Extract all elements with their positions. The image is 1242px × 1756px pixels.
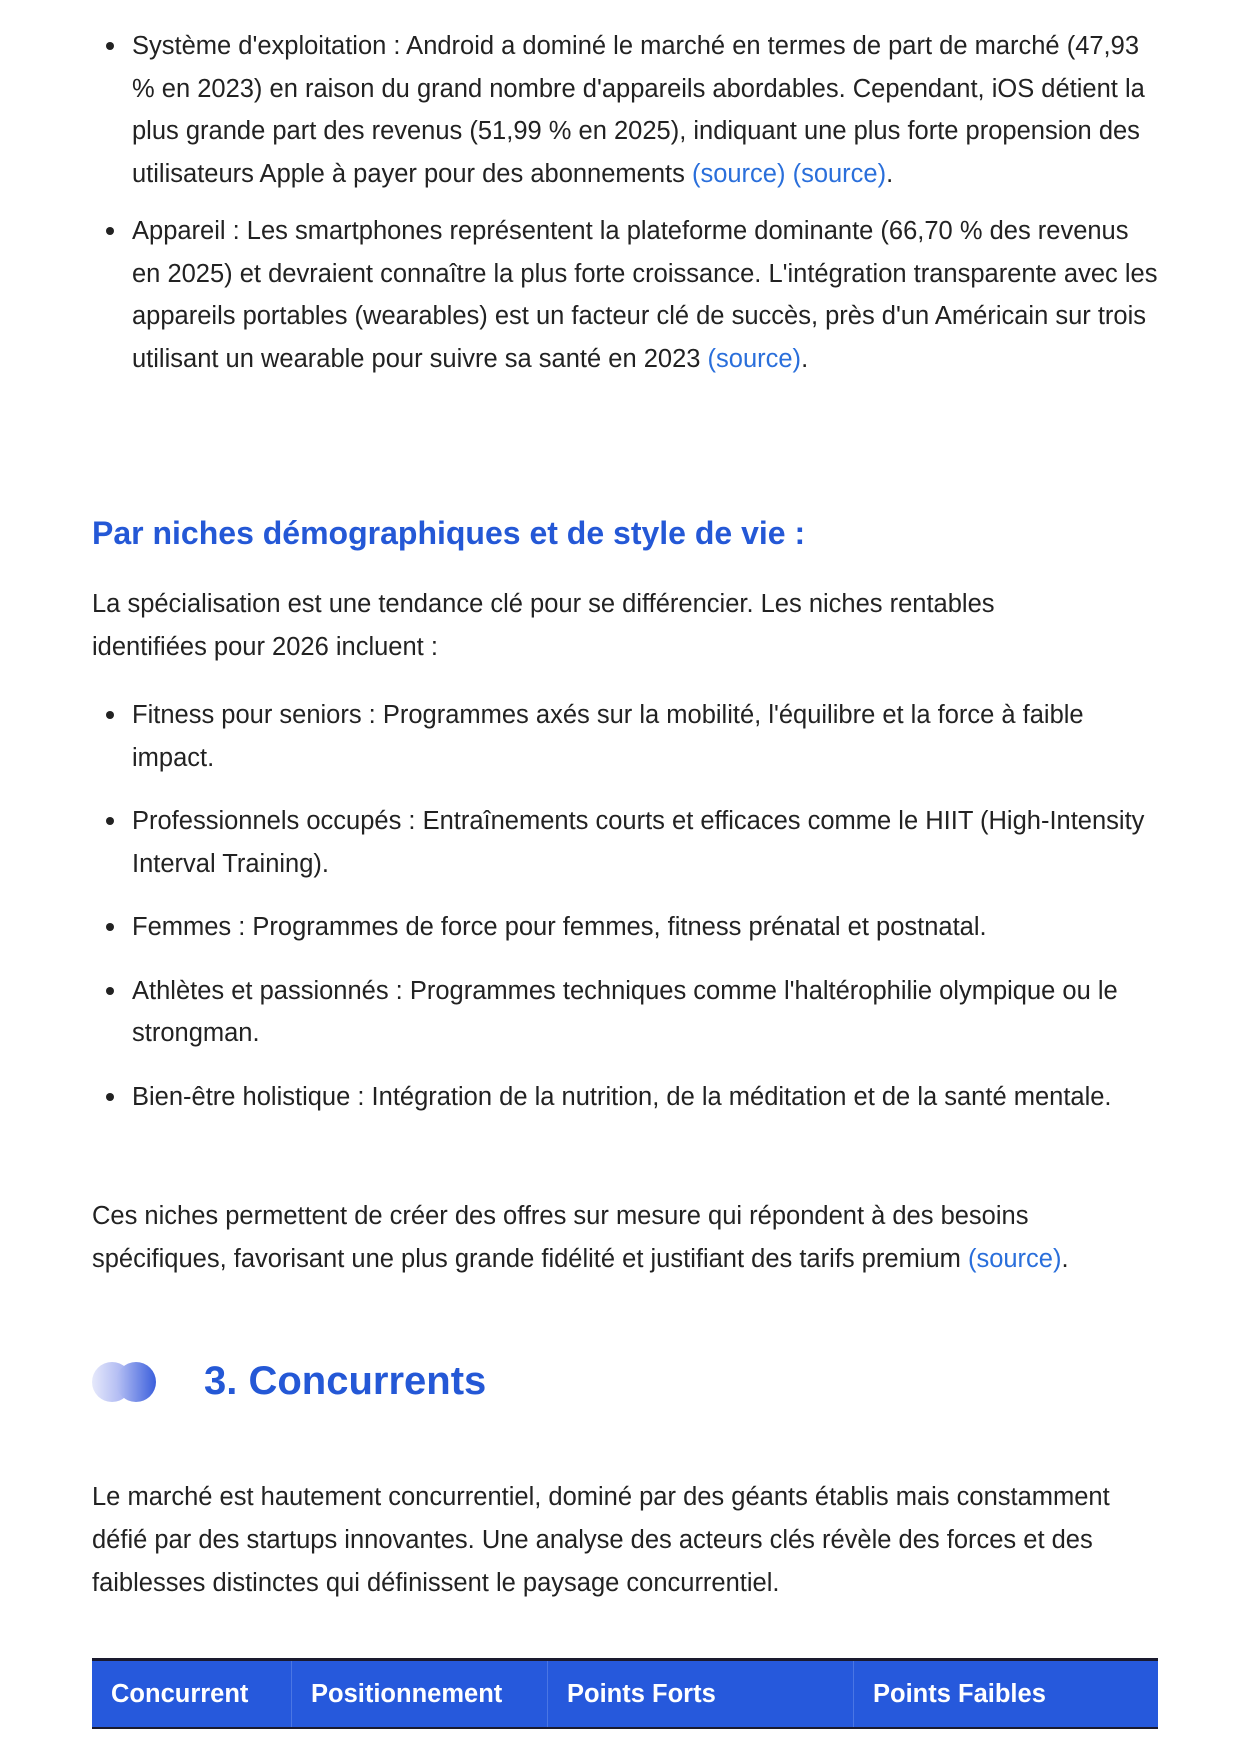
column-header-points-faibles: Points Faibles xyxy=(854,1660,1159,1729)
list-item-text: Système d'exploitation : Android a dominé le marché en termes de part de marché (47,93 % en 2023) en raison du grand nombre d'appareils abordables. Cependant, iOS détient la plus grande part des revenus (51,99 % en 2025), indiquant une plus forte propension des utilisateurs Apple à payer pour des abonnements xyxy=(132,32,1145,188)
column-header-points-forts: Points Forts xyxy=(548,1660,854,1729)
source-link[interactable]: (source) xyxy=(707,344,802,373)
list-item xyxy=(92,1076,1158,1119)
list-item xyxy=(92,970,1158,1055)
punctuation: . xyxy=(1061,1245,1069,1273)
niches-list xyxy=(92,694,1158,1118)
list-item-text: Femmes : Programmes de force pour femmes, fitness prénatal et postnatal. xyxy=(132,913,987,941)
list-item-text: Athlètes et passionnés : Programmes techniques comme l'haltérophilie olympique ou le strongman. xyxy=(132,976,1118,1047)
bullet-dot xyxy=(106,711,114,719)
column-header-concurrent: Concurrent xyxy=(92,1660,292,1729)
list-item xyxy=(92,800,1158,885)
source-link[interactable]: (source) xyxy=(691,159,786,188)
list-item xyxy=(92,210,1158,380)
section-decoration-icon xyxy=(92,1362,156,1402)
list-item-text: Professionnels occupés : Entraînements courts et efficaces comme le HIIT (High-Intensity Interval Training). xyxy=(132,807,1145,878)
bullet-dot xyxy=(106,227,114,235)
platform-bullet-list xyxy=(92,25,1158,380)
conclusion-text: Ces niches permettent de créer des offres sur mesure qui répondent à des besoins spécifiques, favorisant une plus grande fidélité et justifiant des tarifs premium xyxy=(92,1202,1029,1273)
bullet-dot xyxy=(106,923,114,931)
niches-heading: Par niches démographiques et de style de vie : xyxy=(92,515,806,551)
column-header-positionnement: Positionnement xyxy=(292,1660,548,1729)
list-item-text: Bien-être holistique : Intégration de la nutrition, de la méditation et de la santé mentale. xyxy=(132,1082,1112,1111)
table-header-row xyxy=(92,1660,1158,1729)
section-header xyxy=(92,1359,486,1404)
niches-intro: La spécialisation est une tendance clé pour se différencier. Les niches rentables identifiées pour 2026 incluent : xyxy=(92,590,995,661)
bullet-dot xyxy=(106,817,114,825)
niches-conclusion xyxy=(92,1195,1158,1281)
bullet-dot xyxy=(106,42,114,50)
list-item xyxy=(92,906,1158,949)
list-item xyxy=(92,25,1158,195)
punctuation: . xyxy=(801,344,809,373)
list-item-text: Fitness pour seniors : Programmes axés sur la mobilité, l'équilibre et la force à faible impact. xyxy=(132,701,1084,772)
bullet-dot xyxy=(106,987,114,995)
source-link[interactable]: (source) xyxy=(792,159,887,188)
punctuation: . xyxy=(886,159,894,188)
competitors-table xyxy=(92,1658,1158,1729)
competitors-intro: Le marché est hautement concurrentiel, dominé par des géants établis mais constamment défié par des startups innovantes. Une analyse des acteurs clés révèle des forces et des faiblesses distinctes qui définissent le paysage concurrentiel. xyxy=(92,1483,1110,1597)
section-title: 3. Concurrents xyxy=(204,1359,487,1403)
list-item-text: Appareil : Les smartphones représentent la plateforme dominante (66,70 % des revenus en 2025) et devraient connaître la plus forte croissance. L'intégration transparente avec les appareils portables (wearables) est un facteur clé de succès, près d'un Américain sur trois utilisant un wearable pour suivre sa santé en 2023 xyxy=(132,217,1158,373)
bullet-dot xyxy=(106,1093,114,1101)
source-link[interactable]: (source) xyxy=(967,1245,1062,1273)
list-item xyxy=(92,694,1158,779)
